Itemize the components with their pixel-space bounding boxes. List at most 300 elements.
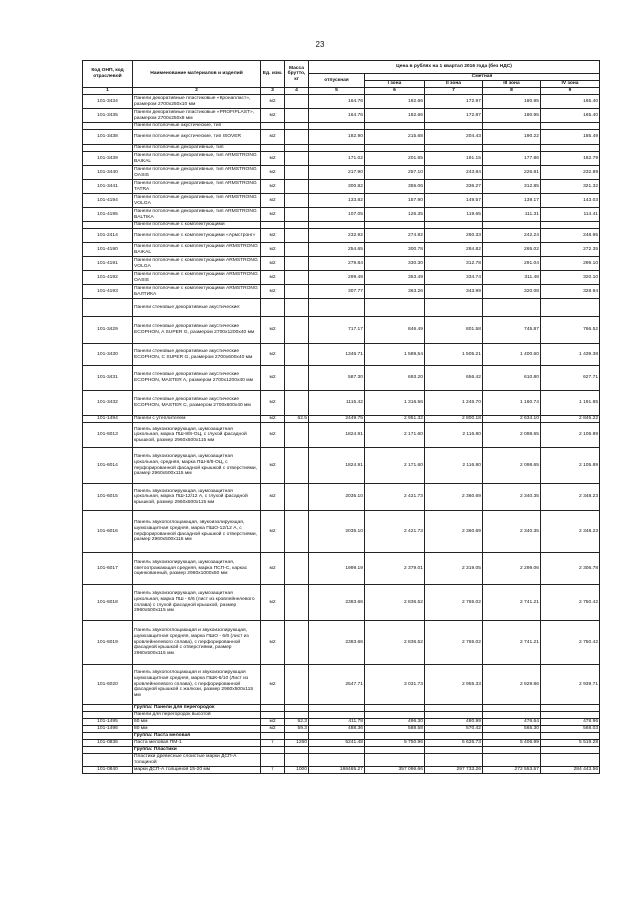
cell-price-zone-2: 2 116.80 xyxy=(425,448,483,484)
cell-unit: м2 xyxy=(261,448,285,484)
cell-name: Панели потолочные декоративные, тип ARMSTRONG BAIKAL xyxy=(133,152,261,166)
cell-price-release: 2035.10 xyxy=(309,484,365,511)
cell-price-zone-1: 215.68 xyxy=(365,130,425,145)
cell-empty xyxy=(541,145,600,152)
table-row xyxy=(83,416,600,423)
cell-price-release: 217.90 xyxy=(309,166,365,180)
cell-price-zone-2: 2 800.18 xyxy=(425,416,483,423)
cell-code: 101-3430 xyxy=(83,344,133,366)
cell-empty xyxy=(365,222,425,229)
cell-empty xyxy=(309,705,365,712)
cell-empty xyxy=(425,705,483,712)
cell-name: Панели потолочные декоративные, тип ARMSTRONG VOLGA xyxy=(133,194,261,208)
header-zone-1: I зона xyxy=(365,81,425,88)
cell-empty xyxy=(483,145,541,152)
cell-price-release: 164.76 xyxy=(309,95,365,109)
cell-empty xyxy=(365,754,425,767)
cell-empty xyxy=(261,747,285,754)
cell-empty xyxy=(309,222,365,229)
cell-price-zone-3: 1 160.74 xyxy=(483,391,541,416)
cell-empty xyxy=(425,299,483,317)
header-mass: Масса брутто, кг xyxy=(285,61,309,88)
cell-price-zone-4: 284 443.56 xyxy=(541,767,600,774)
cell-mass xyxy=(285,243,309,257)
cell-name: Панели потолочные декоративные, тип ARMSTRONG BALTIKA xyxy=(133,208,261,222)
cell-empty xyxy=(365,733,425,740)
cell-code: 101-3432 xyxy=(83,391,133,416)
cell-price-zone-4: 321.32 xyxy=(541,180,600,194)
cell-price-zone-4: 2 105.89 xyxy=(541,448,600,484)
cell-price-release: 107.05 xyxy=(309,208,365,222)
cell-unit: м2 xyxy=(261,484,285,511)
table-row xyxy=(83,448,600,484)
cell-mass xyxy=(285,109,309,123)
table-row xyxy=(83,484,600,511)
cell-price-zone-4: 627.71 xyxy=(541,366,600,391)
cell-price-release: 300.82 xyxy=(309,180,365,194)
cell-empty xyxy=(541,705,600,712)
cell-name: Панель звукоизолирующая, шумозащитная цокольная, средняя, марка ПШ-8/8-ОЦ, с перфорированной фасадной крышкой с отверстиями, размер 2960х500х115 мм xyxy=(133,448,261,484)
cell-price-zone-4: 248.95 xyxy=(541,229,600,243)
cell-mass xyxy=(285,423,309,448)
cell-unit: м2 xyxy=(261,423,285,448)
cell-code xyxy=(83,145,133,152)
cell-price-zone-2: 480.99 xyxy=(425,719,483,726)
cell-unit: м2 xyxy=(261,665,285,705)
cell-unit: м2 xyxy=(261,257,285,271)
cell-unit: м2 xyxy=(261,109,285,123)
header-smeta: Сметная xyxy=(365,74,600,81)
cell-price-zone-2: 191.15 xyxy=(425,152,483,166)
cell-unit: м2 xyxy=(261,317,285,344)
cell-empty xyxy=(541,733,600,740)
cell-unit: м2 xyxy=(261,95,285,109)
table-row xyxy=(83,511,600,553)
cell-unit: м2 xyxy=(261,152,285,166)
cell-empty xyxy=(285,705,309,712)
table-row xyxy=(83,317,600,344)
cell-price-zone-3: 1 400.60 xyxy=(483,344,541,366)
cell-empty xyxy=(425,123,483,130)
cell-code: 101-3429 xyxy=(83,317,133,344)
table-row xyxy=(83,194,600,208)
cell-price-zone-2: 119.65 xyxy=(425,208,483,222)
column-index: 8 xyxy=(483,88,541,95)
cell-price-zone-4: 272.35 xyxy=(541,243,600,257)
cell-price-zone-3: 265.02 xyxy=(483,243,541,257)
table-row xyxy=(83,344,600,366)
cell-price-release: 411.78 xyxy=(309,719,365,726)
cell-group-name: Группа: Панели для перегородок xyxy=(133,705,261,712)
cell-code xyxy=(83,733,133,740)
cell-price-zone-1: 2 951.32 xyxy=(365,416,425,423)
column-index: 9 xyxy=(541,88,600,95)
cell-price-zone-3: 2 929.86 xyxy=(483,665,541,705)
cell-unit: м2 xyxy=(261,344,285,366)
cell-price-zone-2: 334.74 xyxy=(425,271,483,285)
cell-name: Панели декоративные пластиковые «PROFIPLAST», размером 2700х250х8 мм xyxy=(133,109,261,123)
cell-unit: м2 xyxy=(261,726,285,733)
table-row xyxy=(83,423,600,448)
cell-empty xyxy=(541,754,600,767)
cell-price-zone-4: 5 519.28 xyxy=(541,740,600,747)
cell-price-zone-3: 242.24 xyxy=(483,229,541,243)
cell-empty xyxy=(285,299,309,317)
cell-empty xyxy=(483,222,541,229)
cell-code: 101-1495 xyxy=(83,719,133,726)
cell-empty xyxy=(483,123,541,130)
cell-price-zone-2: 1 246.70 xyxy=(425,391,483,416)
cell-price-zone-4: 1 191.85 xyxy=(541,391,600,416)
cell-price-release: 5241.48 xyxy=(309,740,365,747)
cell-empty xyxy=(541,123,600,130)
column-index-row xyxy=(83,88,600,95)
cell-price-zone-3: 190.22 xyxy=(483,130,541,145)
table-group-row xyxy=(83,733,600,740)
cell-code xyxy=(83,712,133,719)
table-row xyxy=(83,152,600,166)
table-row xyxy=(83,719,600,726)
cell-code: 101-6017 xyxy=(83,553,133,585)
cell-price-zone-1: 5 750.96 xyxy=(365,740,425,747)
cell-empty xyxy=(541,222,600,229)
cell-price-zone-4: 328.94 xyxy=(541,285,600,299)
table-row xyxy=(83,229,600,243)
cell-name: Паста меловая ПМ-1 xyxy=(133,740,261,747)
cell-mass xyxy=(285,130,309,145)
cell-empty xyxy=(541,299,600,317)
cell-price-zone-3: 272 553.57 xyxy=(483,767,541,774)
table-group-row xyxy=(83,123,600,130)
cell-name: марки ДСП-А толщиной 15-20 мм xyxy=(133,767,261,774)
cell-empty xyxy=(285,712,309,719)
cell-price-zone-3: 111.31 xyxy=(483,208,541,222)
cell-price-zone-3: 2 299.06 xyxy=(483,553,541,585)
header-price-group: Цена в рублях на 1 квартал 2016 года (без НДС) xyxy=(309,61,600,74)
table-group-row xyxy=(83,712,600,719)
cell-code: 101-6019 xyxy=(83,621,133,665)
cell-price-zone-2: 204.43 xyxy=(425,130,483,145)
cell-empty xyxy=(309,145,365,152)
cell-price-zone-4: 2 348.23 xyxy=(541,511,600,553)
table-row xyxy=(83,553,600,585)
cell-price-zone-1: 2 421.73 xyxy=(365,484,425,511)
table-row xyxy=(83,621,600,665)
table-row xyxy=(83,130,600,145)
cell-name: 60 мм xyxy=(133,719,261,726)
cell-mass: 1260 xyxy=(285,740,309,747)
table-row xyxy=(83,95,600,109)
cell-mass xyxy=(285,229,309,243)
cell-name: Панели потолочные с комплектующими ARMSTRONG BAIKAL xyxy=(133,243,261,257)
table-row xyxy=(83,109,600,123)
cell-empty xyxy=(309,733,365,740)
table-row xyxy=(83,726,600,733)
cell-name: Панели потолочные с комплектующими «Армстронг» xyxy=(133,229,261,243)
cell-price-zone-4: 299.10 xyxy=(541,257,600,271)
cell-mass xyxy=(285,344,309,366)
cell-empty xyxy=(285,733,309,740)
cell-name: Панели потолочные с комплектующими ARMSTRONG БАЛТИКА xyxy=(133,285,261,299)
cell-empty xyxy=(365,123,425,130)
cell-code: 101-3440 xyxy=(83,166,133,180)
cell-price-zone-1: 126.35 xyxy=(365,208,425,222)
column-index: 7 xyxy=(425,88,483,95)
header-release: отпускная xyxy=(309,74,365,88)
cell-name: Панели стеновые декоративные акустические ECOPHON, MASTER C, размером 2700х600х40 мм xyxy=(133,391,261,416)
cell-price-zone-2: 172.87 xyxy=(425,109,483,123)
cell-empty xyxy=(261,733,285,740)
cell-empty xyxy=(425,145,483,152)
cell-price-zone-2: 260.33 xyxy=(425,229,483,243)
cell-code xyxy=(83,123,133,130)
cell-mass xyxy=(285,152,309,166)
cell-price-zone-2: 284.82 xyxy=(425,243,483,257)
table-row xyxy=(83,166,600,180)
cell-price-zone-4: 2 845.22 xyxy=(541,416,600,423)
table-row xyxy=(83,585,600,621)
cell-mass xyxy=(285,285,309,299)
cell-price-zone-2: 343.99 xyxy=(425,285,483,299)
cell-empty xyxy=(483,712,541,719)
cell-price-zone-1: 201.65 xyxy=(365,152,425,166)
column-index: 5 xyxy=(309,88,365,95)
cell-price-zone-1: 2 379.01 xyxy=(365,553,425,585)
cell-price-zone-1: 846.49 xyxy=(365,317,425,344)
cell-price-release: 307.77 xyxy=(309,285,365,299)
cell-code: 101-3434 xyxy=(83,95,133,109)
cell-mass xyxy=(285,317,309,344)
cell-name: Панель звукопоглощающая и звукоизолирующая, шумозащитная средняя, марка ПШО - 6/6 (лист из кровлейнелевого сплава), с перфорированной фасадной крышкой с отверстиями, размер 2960х500х115 мм xyxy=(133,621,261,665)
cell-empty xyxy=(309,712,365,719)
cell-unit: м2 xyxy=(261,180,285,194)
column-index: 2 xyxy=(133,88,261,95)
cell-price-zone-3: 320.08 xyxy=(483,285,541,299)
cell-code: 101-3438 xyxy=(83,130,133,145)
cell-code: 101-6020 xyxy=(83,665,133,705)
cell-name: 80 мм xyxy=(133,726,261,733)
cell-empty xyxy=(285,222,309,229)
cell-empty xyxy=(261,754,285,767)
cell-group-name: Панели потолочные с комплектующими xyxy=(133,222,261,229)
cell-price-zone-2: 2 319.05 xyxy=(425,553,483,585)
cell-empty xyxy=(285,145,309,152)
table-row xyxy=(83,285,600,299)
cell-price-zone-4: 2 105.89 xyxy=(541,423,600,448)
table-group-row xyxy=(83,754,600,767)
cell-price-zone-1: 300.78 xyxy=(365,243,425,257)
cell-empty xyxy=(309,123,365,130)
cell-mass xyxy=(285,511,309,553)
cell-empty xyxy=(425,747,483,754)
cell-price-zone-1: 363.26 xyxy=(365,285,425,299)
column-index: 6 xyxy=(365,88,425,95)
cell-price-zone-1: 257.10 xyxy=(365,166,425,180)
column-index: 4 xyxy=(285,88,309,95)
cell-price-zone-2: 312.78 xyxy=(425,257,483,271)
cell-price-release: 279.84 xyxy=(309,257,365,271)
cell-mass xyxy=(285,366,309,391)
cell-price-zone-2: 336.27 xyxy=(425,180,483,194)
cell-price-zone-2: 2 116.80 xyxy=(425,423,483,448)
cell-price-zone-1: 693.20 xyxy=(365,366,425,391)
cell-price-zone-2: 570.42 xyxy=(425,726,483,733)
cell-group-name: Группа: Пластики xyxy=(133,747,261,754)
cell-code xyxy=(83,222,133,229)
cell-price-release: 2383.66 xyxy=(309,585,365,621)
cell-code xyxy=(83,299,133,317)
cell-price-release: 717.17 xyxy=(309,317,365,344)
header-zone-4: IV зона xyxy=(541,81,600,88)
cell-mass xyxy=(285,621,309,665)
cell-price-zone-1: 157.90 xyxy=(365,194,425,208)
cell-name: Панели потолочные декоративные, тип ARMSTRONG OASIS xyxy=(133,166,261,180)
cell-group-name: Панели стеновые декоративные акустические: xyxy=(133,299,261,317)
cell-price-zone-1: 182.66 xyxy=(365,109,425,123)
cell-empty xyxy=(261,299,285,317)
table-row xyxy=(83,257,600,271)
cell-price-zone-1: 1 316.56 xyxy=(365,391,425,416)
cell-mass xyxy=(285,585,309,621)
cell-mass xyxy=(285,166,309,180)
table-row xyxy=(83,391,600,416)
cell-code: 101-1494 xyxy=(83,416,133,423)
cell-price-zone-3: 180.95 xyxy=(483,109,541,123)
cell-mass xyxy=(285,271,309,285)
cell-mass xyxy=(285,194,309,208)
cell-empty xyxy=(261,145,285,152)
cell-price-zone-2: 801.58 xyxy=(425,317,483,344)
cell-unit: м2 xyxy=(261,553,285,585)
cell-code: 101-4190 xyxy=(83,243,133,257)
cell-price-release: 182.90 xyxy=(309,130,365,145)
cell-code xyxy=(83,747,133,754)
cell-empty xyxy=(365,712,425,719)
cell-price-release: 1999.19 xyxy=(309,553,365,585)
cell-group-name: Панели потолочные декоративные, тип xyxy=(133,145,261,152)
cell-price-zone-1: 1 589,54 xyxy=(365,344,425,366)
cell-price-zone-4: 2 750.42 xyxy=(541,585,600,621)
cell-empty xyxy=(425,754,483,767)
cell-price-release: 2449.75 xyxy=(309,416,365,423)
cell-price-zone-3: 745.87 xyxy=(483,317,541,344)
cell-price-zone-1: 3 031.73 xyxy=(365,665,425,705)
cell-empty xyxy=(285,747,309,754)
header-name: Наименование материалов и изделий xyxy=(133,61,261,88)
cell-empty xyxy=(261,123,285,130)
cell-code: 101-6016 xyxy=(83,511,133,553)
cell-price-zone-4: 478.96 xyxy=(541,719,600,726)
cell-name: Панели потолочные с комплектующими ARMSTRONG OASIS xyxy=(133,271,261,285)
page-number: 23 xyxy=(315,40,325,49)
cell-price-zone-1: 357 096.66 xyxy=(365,767,425,774)
cell-price-release: 1115.42 xyxy=(309,391,365,416)
cell-price-zone-3: 312.85 xyxy=(483,180,541,194)
cell-mass xyxy=(285,391,309,416)
table-row xyxy=(83,740,600,747)
cell-price-zone-3: 2 098.65 xyxy=(483,448,541,484)
cell-price-zone-1: 588.58 xyxy=(365,726,425,733)
cell-name: Панель звукоизолирующая, шумозащитная цокольная, марка ПШ-12/12 А, с глухой фасадной крышкой, размер 2960х500х115 мм xyxy=(133,484,261,511)
cell-price-zone-4: 2 939.71 xyxy=(541,665,600,705)
cell-name: Панели стеновые декоративные акустические ECOPHON, A SUPER G, размером 2700х1200х40 мм xyxy=(133,317,261,344)
cell-code xyxy=(83,754,133,767)
cell-mass xyxy=(285,448,309,484)
cell-empty xyxy=(365,299,425,317)
table-group-row xyxy=(83,145,600,152)
cell-price-release: 1824.91 xyxy=(309,423,365,448)
cell-price-zone-2: 243.84 xyxy=(425,166,483,180)
cell-price-zone-4: 232.89 xyxy=(541,166,600,180)
cell-name: Панели с утеплителем xyxy=(133,416,261,423)
cell-code: 101-6018 xyxy=(83,585,133,621)
cell-name: Панель звукоизолирующая, шумозащитная цокольная, марка ПШ - 6/6 (лист из кровлейнелевого сплава) с глухой фасадной крышкой, размер 2960х500х115 мм xyxy=(133,585,261,621)
cell-price-zone-3: 180.95 xyxy=(483,95,541,109)
cell-price-zone-3: 476.64 xyxy=(483,719,541,726)
cell-name: Панели потолочные с комплектующими ARMSTRONG VOLGA xyxy=(133,257,261,271)
cell-code: 101-4195 xyxy=(83,208,133,222)
cell-price-zone-4: 185.49 xyxy=(541,130,600,145)
cell-empty xyxy=(425,222,483,229)
cell-price-release: 587.30 xyxy=(309,366,365,391)
cell-price-release: 133.82 xyxy=(309,194,365,208)
table-group-row xyxy=(83,747,600,754)
cell-mass: 62.5 xyxy=(285,416,309,423)
cell-empty xyxy=(365,747,425,754)
cell-unit: м2 xyxy=(261,285,285,299)
cell-code: 101-6013 xyxy=(83,423,133,448)
cell-group-name: Пластики древесные слоистые марки ДСП-А толщиной xyxy=(133,754,261,767)
cell-code: 101-4192 xyxy=(83,271,133,285)
cell-code: 101-4193 xyxy=(83,285,133,299)
cell-unit: м2 xyxy=(261,719,285,726)
cell-price-release: 171.02 xyxy=(309,152,365,166)
cell-name: Панели стеновые декоративные акустические ECOPHON, C SUPER G, размером 2700х600х40 мм xyxy=(133,344,261,366)
column-index: 1 xyxy=(83,88,133,95)
cell-mass xyxy=(285,484,309,511)
cell-price-zone-4: 143.03 xyxy=(541,194,600,208)
cell-empty xyxy=(483,733,541,740)
cell-price-zone-2: 656.42 xyxy=(425,366,483,391)
cell-price-zone-4: 568.03 xyxy=(541,726,600,733)
cell-price-zone-1: 353.49 xyxy=(365,271,425,285)
cell-price-zone-2: 5 626.73 xyxy=(425,740,483,747)
cell-price-zone-3: 226.81 xyxy=(483,166,541,180)
header-zone-2: II зона xyxy=(425,81,483,88)
cell-price-zone-3: 5 406.99 xyxy=(483,740,541,747)
cell-price-zone-1: 355.06 xyxy=(365,180,425,194)
cell-empty xyxy=(483,299,541,317)
cell-empty xyxy=(483,747,541,754)
cell-empty xyxy=(261,705,285,712)
cell-mass: 59.3 xyxy=(285,726,309,733)
cell-price-zone-3: 2 340.35 xyxy=(483,484,541,511)
cell-price-release: 164.76 xyxy=(309,109,365,123)
column-index: 3 xyxy=(261,88,285,95)
cell-unit: м2 xyxy=(261,511,285,553)
cell-empty xyxy=(309,754,365,767)
cell-price-zone-1: 496.30 xyxy=(365,719,425,726)
price-table xyxy=(82,60,600,774)
cell-code: 101-3439 xyxy=(83,152,133,166)
cell-unit: м2 xyxy=(261,621,285,665)
header-unit: Ед. изм. xyxy=(261,61,285,88)
cell-price-release: 166465.27 xyxy=(309,767,365,774)
cell-price-zone-3: 2 634.10 xyxy=(483,416,541,423)
cell-price-zone-1: 330.30 xyxy=(365,257,425,271)
cell-code: 101-0836 xyxy=(83,740,133,747)
table-row xyxy=(83,271,600,285)
